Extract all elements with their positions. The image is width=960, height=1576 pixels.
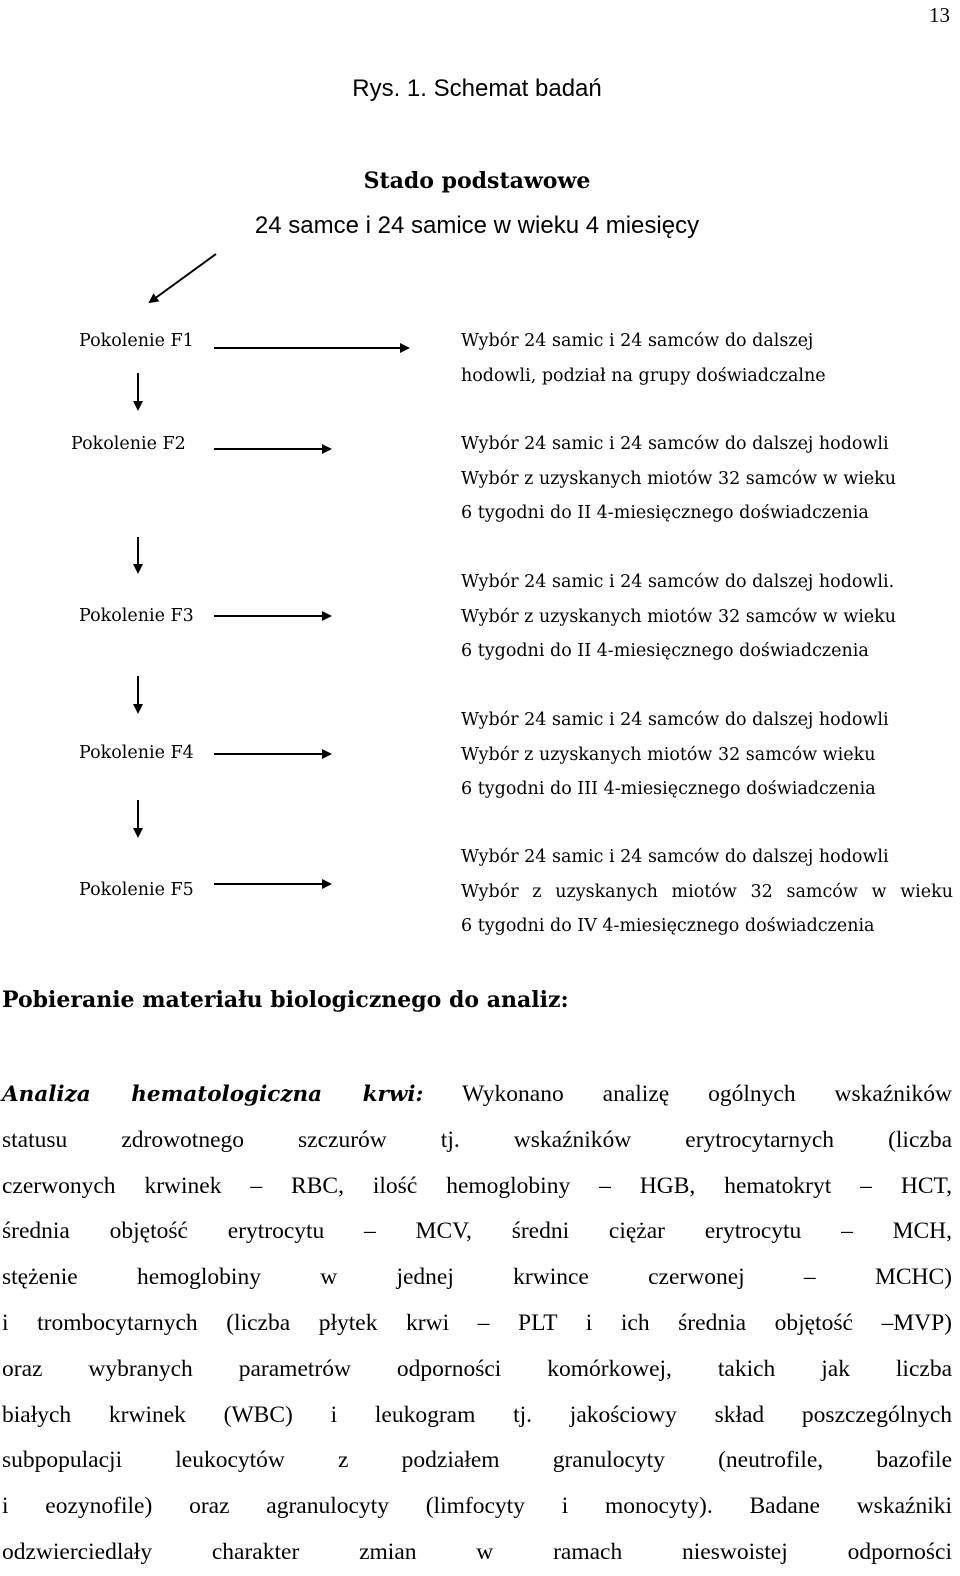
generation-label-f4: Pokolenie F4: [79, 743, 194, 763]
paragraph-line: statusu zdrowotnego szczurów tj. wskaźników erytrocytarnych (liczba: [2, 1126, 952, 1153]
generation-description-f5: [461, 840, 953, 944]
description-line: 6 tygodni do IV 4-miesięcznego doświadczenia: [461, 916, 875, 936]
paragraph-line: [2, 1072, 952, 1118]
paragraph-line: białych krwinek (WBC) i leukogram tj. jakościowy skład poszczególnych: [2, 1401, 952, 1428]
paragraph-line: odzwierciedlały charakter zmian w ramach nieswoistej odporności: [2, 1538, 952, 1565]
section-heading: Pobieranie materiału biologicznego do analiz:: [2, 987, 569, 1013]
generation-label-f3: Pokolenie F3: [79, 606, 194, 626]
description-line: Wybór z uzyskanych miotów 32 samców w wieku: [461, 606, 897, 627]
generation-label-f5: Pokolenie F5: [79, 880, 194, 900]
paragraph-line: czerwonych krwinek – RBC, ilość hemoglobiny – HGB, hematokryt – HCT,: [2, 1172, 952, 1199]
description-line: Wybór z uzyskanych miotów 32 samców wieku: [461, 744, 876, 765]
generation-label-f2: Pokolenie F2: [71, 434, 186, 454]
figure-title: Rys. 1. Schemat badań: [352, 75, 602, 102]
paragraph-line: i trombocytarnych (liczba płytek krwi – PLT i ich średnia objętość –MVP): [2, 1309, 952, 1336]
description-line: Wybór z uzyskanych miotów 32 samców w wieku: [461, 468, 897, 489]
generation-description-f3: [461, 565, 896, 669]
generation-description-f2: [461, 427, 896, 531]
generation-description-f4: [461, 703, 889, 807]
paragraph-line: i eozynofile) oraz agranulocyty (limfocyty i monocyty). Badane wskaźniki: [2, 1493, 952, 1520]
paragraph-line-1-rest: Wykonano analizę ogólnych wskaźników: [423, 1081, 953, 1107]
description-line: Wybór 24 samic i 24 samców do dalszej: [461, 331, 814, 351]
description-line: Wybór 24 samic i 24 samców do dalszej hodowli.: [461, 572, 895, 592]
generation-label-f1: Pokolenie F1: [79, 331, 194, 351]
paragraph-line: średnia objętość erytrocytu – MCV, średni ciężar erytrocytu – MCH,: [2, 1218, 952, 1245]
paragraph-line: subpopulacji leukocytów z podziałem granulocyty (neutrofile, bazofile: [2, 1447, 952, 1474]
description-line: Wybór 24 samic i 24 samców do dalszej hodowli: [461, 434, 889, 454]
body-paragraph: [2, 1072, 952, 1576]
description-line: hodowli, podział na grupy doświadczalne: [461, 365, 826, 386]
paragraph-lead: Analiza hematologiczna krwi:: [2, 1082, 424, 1107]
diagonal-arrow: [150, 254, 216, 302]
description-line: Wybór 24 samic i 24 samców do dalszej hodowli: [461, 847, 889, 867]
page-number: 13: [929, 3, 950, 27]
paragraph-line: stężenie hemoglobiny w jednej krwince czerwonej – MCHC): [2, 1264, 952, 1291]
description-line: 6 tygodni do II 4-miesięcznego doświadczenia: [461, 641, 869, 661]
paragraph-line: oraz wybranych parametrów odporności komórkowej, takich jak liczba: [2, 1355, 952, 1382]
stock-title: Stado podstawowe: [363, 168, 591, 194]
description-line: 6 tygodni do II 4-miesięcznego doświadczenia: [461, 503, 869, 523]
description-line: Wybór 24 samic i 24 samców do dalszej hodowli: [461, 710, 889, 730]
stock-subtitle: 24 samce i 24 samice w wieku 4 miesięcy: [254, 212, 700, 239]
description-line: Wybór z uzyskanych miotów 32 samców w wieku: [461, 881, 953, 902]
generation-description-f1: [461, 324, 826, 393]
description-line: 6 tygodni do III 4-miesięcznego doświadczenia: [461, 779, 876, 799]
